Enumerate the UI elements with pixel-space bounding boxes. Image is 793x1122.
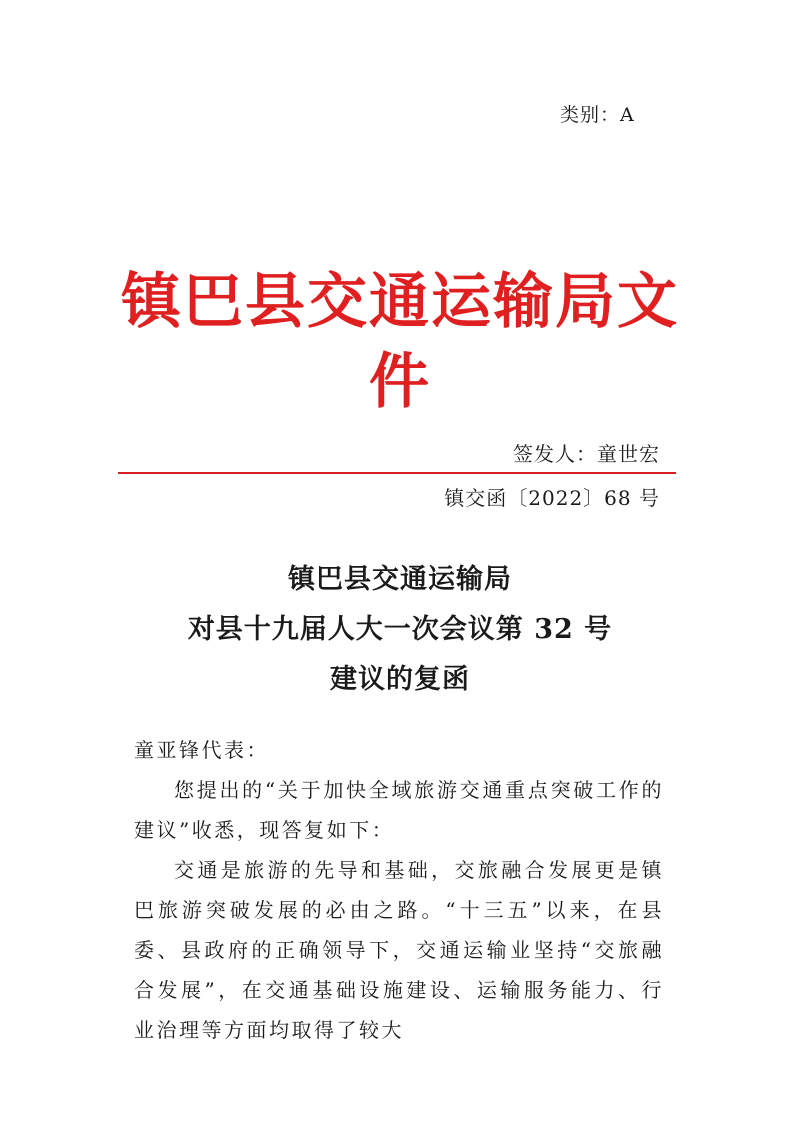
subject-heading <box>120 555 680 705</box>
subject-line-2: 对县十九届人大一次会议第 32 号 <box>187 614 613 645</box>
document-category: 类别：A <box>560 104 635 126</box>
subject-line-1: 镇巴县交通运输局 <box>288 564 512 595</box>
subject-line-3: 建议的复函 <box>330 664 470 695</box>
document-number: 镇交函〔2022〕68 号 <box>444 486 660 510</box>
body-paragraph-2: 交通是旅游的先导和基础，交旅融合发展更是镇巴旅游突破发展的必由之路。“十三五”以来，在县委、县政府的正确领导下，交通运输业坚持“交旅融合发展”，在交通基础设施建设、运输服务能力、行业治理等方面均取得了较大 <box>134 858 664 1042</box>
red-divider-rule <box>118 472 676 474</box>
body-paragraph-1: 您提出的“关于加快全域旅游交通重点突破工作的建议”收悉，现答复如下： <box>134 778 664 842</box>
signer-line: 签发人：童世宏 <box>513 442 660 466</box>
salutation: 童亚锋代表： <box>134 738 269 762</box>
letter-body <box>134 730 664 1050</box>
document-header-title: 镇巴县交通运输局文件 <box>121 267 679 417</box>
